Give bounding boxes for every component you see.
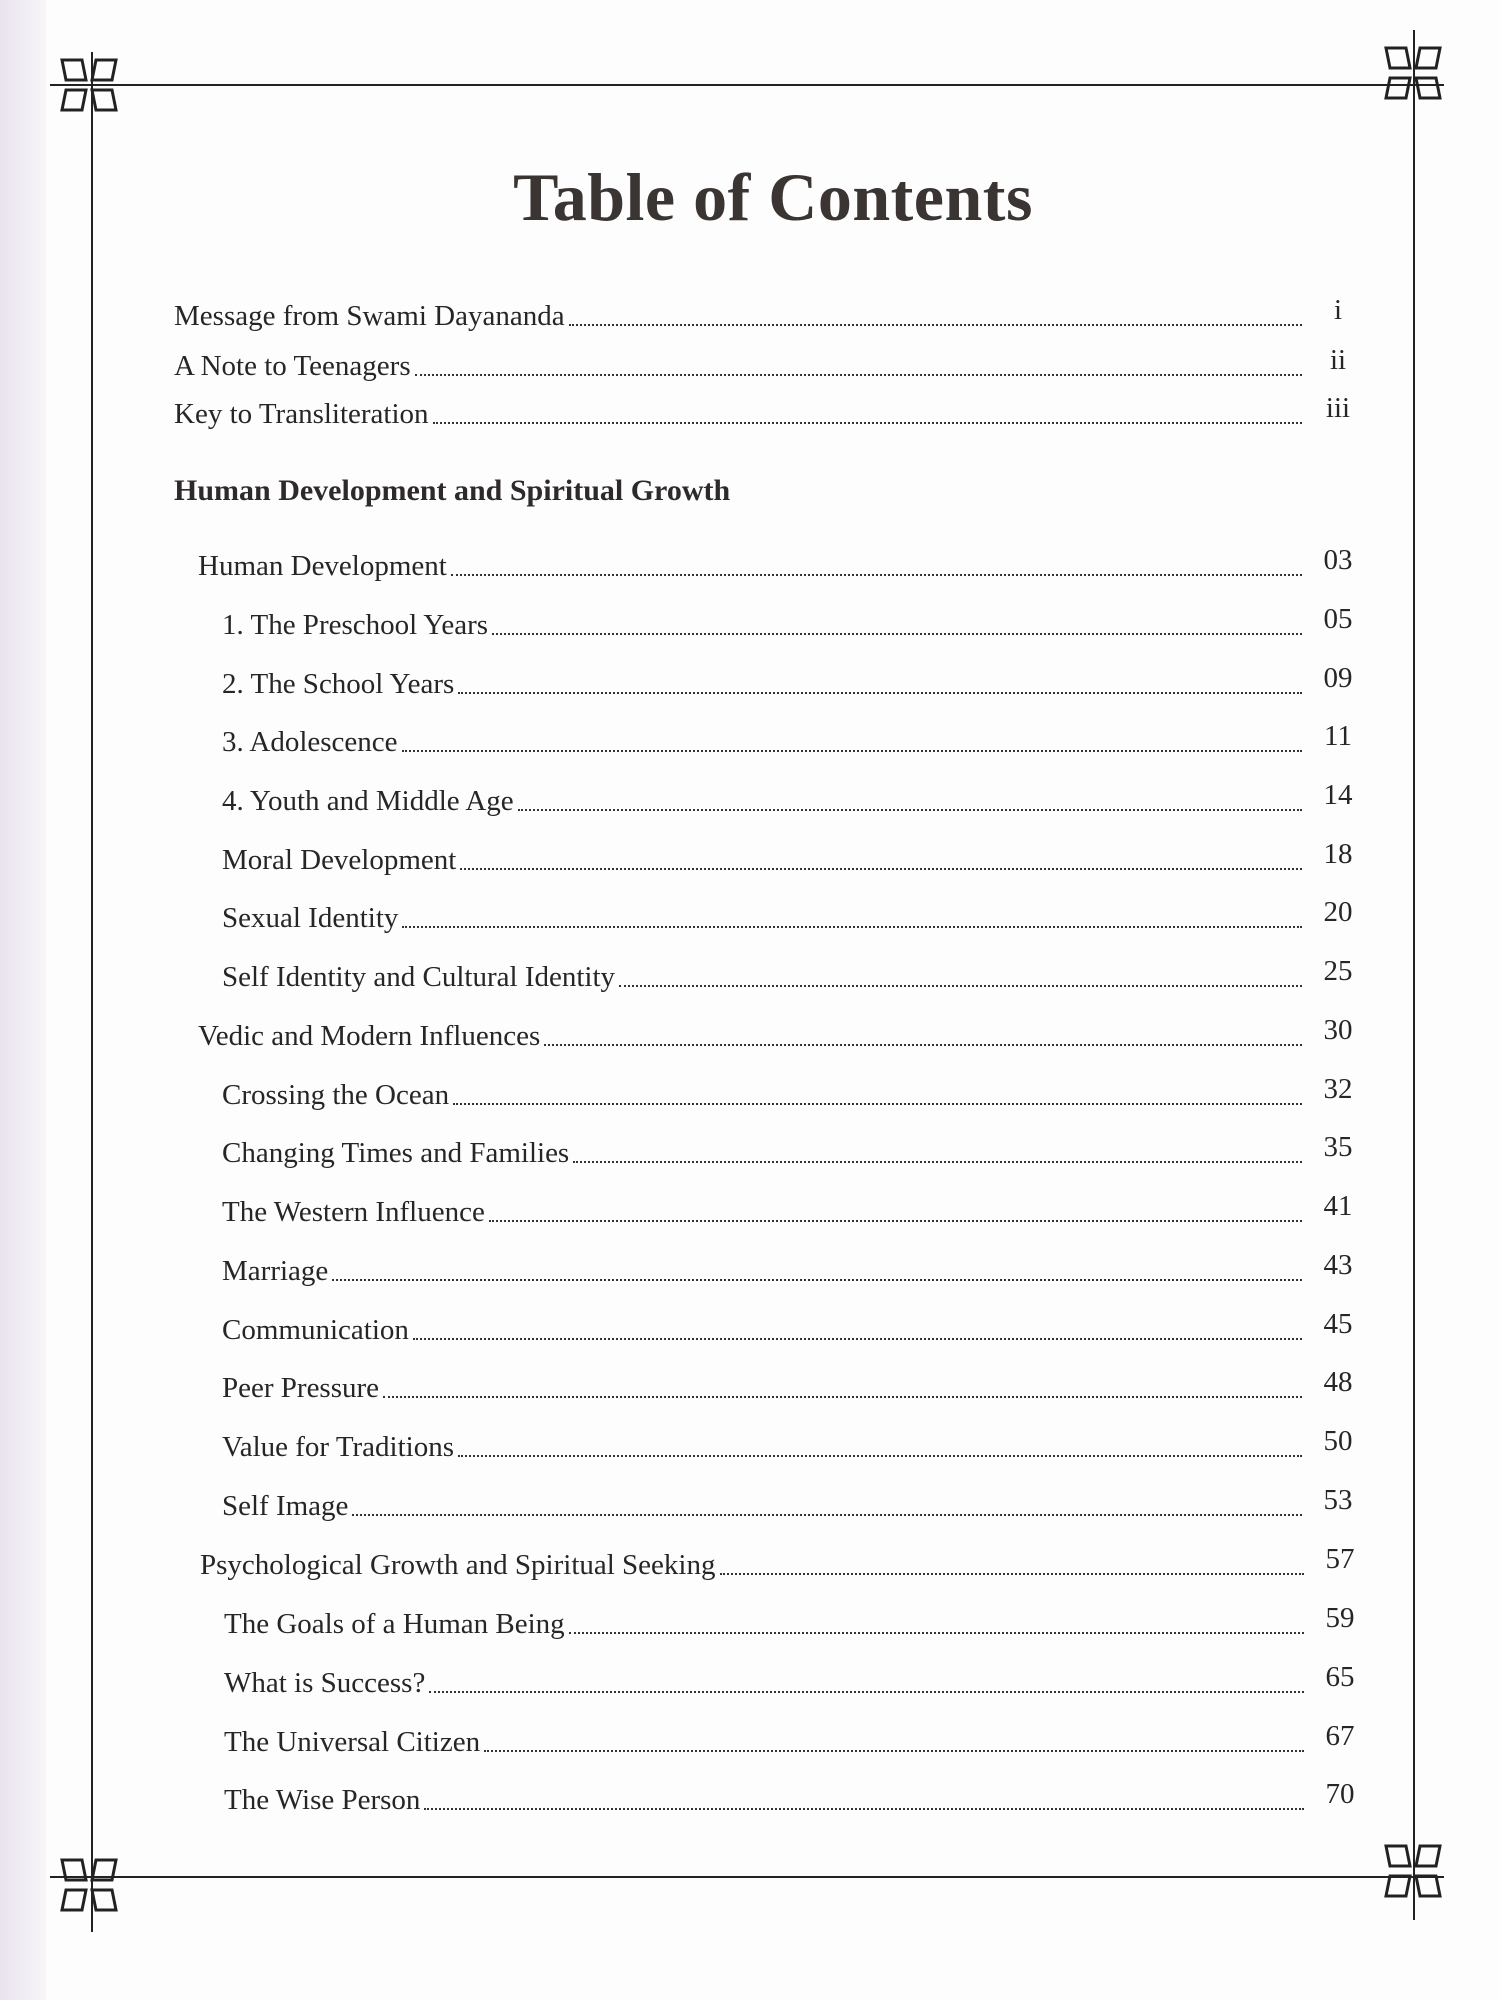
dot-leader bbox=[451, 574, 1302, 576]
border-bottom bbox=[50, 1876, 1444, 1878]
toc-entry[interactable] bbox=[224, 1661, 1355, 1703]
corner-ornament-icon bbox=[56, 52, 122, 118]
toc-entry[interactable] bbox=[222, 1308, 1353, 1350]
toc-entry-label: Marriage bbox=[222, 1255, 329, 1287]
toc-page-number: 11 bbox=[1324, 720, 1352, 752]
border-right bbox=[1413, 30, 1415, 1920]
toc-entry[interactable] bbox=[200, 1543, 1355, 1585]
toc-entry-label: Communication bbox=[222, 1314, 409, 1346]
toc-entry-label: Psychological Growth and Spiritual Seeking bbox=[200, 1549, 716, 1581]
dot-leader bbox=[424, 1808, 1304, 1810]
toc-page-number: 32 bbox=[1323, 1073, 1353, 1105]
toc-entry-label: A Note to Teenagers bbox=[174, 350, 411, 382]
toc-page-number: 14 bbox=[1323, 779, 1353, 811]
toc-entry-label: The Goals of a Human Being bbox=[224, 1608, 565, 1640]
dot-leader bbox=[720, 1573, 1305, 1575]
toc-entry-label: The Wise Person bbox=[224, 1784, 421, 1816]
toc-entry[interactable] bbox=[222, 779, 1353, 821]
toc-page-number: i bbox=[1333, 294, 1343, 326]
toc-entry[interactable] bbox=[224, 1602, 1355, 1644]
corner-ornament-icon bbox=[56, 1852, 122, 1918]
toc-entry[interactable] bbox=[198, 544, 1353, 586]
toc-entry[interactable] bbox=[222, 1190, 1353, 1232]
toc-entry-label: Message from Swami Dayananda bbox=[174, 300, 565, 332]
border-top bbox=[50, 84, 1444, 86]
toc-entry-label: 4. Youth and Middle Age bbox=[222, 785, 514, 817]
toc-page-number: 35 bbox=[1323, 1131, 1353, 1163]
toc-page-number: 45 bbox=[1323, 1308, 1353, 1340]
toc-page-number: 65 bbox=[1325, 1661, 1355, 1693]
dot-leader bbox=[573, 1161, 1302, 1163]
section-heading: Human Development and Spiritual Growth bbox=[174, 474, 731, 507]
toc-entry[interactable] bbox=[222, 838, 1353, 880]
toc-page-number: 57 bbox=[1325, 1543, 1355, 1575]
toc-entry-label: The Western Influence bbox=[222, 1196, 485, 1228]
toc-entry-label: Value for Traditions bbox=[222, 1431, 454, 1463]
toc-page-number: 67 bbox=[1325, 1720, 1355, 1752]
toc-page-number: 18 bbox=[1323, 838, 1353, 870]
toc-page-number: 48 bbox=[1323, 1366, 1353, 1398]
corner-ornament-icon bbox=[1380, 40, 1446, 106]
dot-leader bbox=[484, 1750, 1304, 1752]
toc-entry[interactable] bbox=[198, 1014, 1353, 1056]
toc-entry[interactable] bbox=[222, 955, 1353, 997]
toc-entry-label: Crossing the Ocean bbox=[222, 1079, 450, 1111]
dot-leader bbox=[453, 1103, 1302, 1105]
toc-entry[interactable] bbox=[224, 1778, 1355, 1820]
toc-page-number: 59 bbox=[1325, 1602, 1355, 1634]
toc-entry[interactable] bbox=[222, 1484, 1353, 1526]
toc-entry[interactable] bbox=[222, 1131, 1353, 1173]
dot-leader bbox=[352, 1514, 1302, 1516]
toc-page-number: 70 bbox=[1325, 1778, 1355, 1810]
toc-entry[interactable] bbox=[174, 344, 1347, 386]
scan-shadow bbox=[0, 0, 46, 2000]
dot-leader bbox=[569, 1632, 1304, 1634]
page-title: Table of Contents bbox=[513, 159, 1033, 235]
toc-entry-label: Self Identity and Cultural Identity bbox=[222, 961, 616, 993]
dot-leader bbox=[433, 422, 1302, 424]
toc-entry[interactable] bbox=[222, 896, 1353, 938]
dot-leader bbox=[492, 633, 1302, 635]
border-left bbox=[91, 52, 93, 1932]
document-page bbox=[46, 0, 1500, 2000]
toc-page-number: 41 bbox=[1323, 1190, 1353, 1222]
toc-entry-label: Moral Development bbox=[222, 844, 457, 876]
toc-entry[interactable] bbox=[222, 1425, 1353, 1467]
toc-entry-label: Self Image bbox=[222, 1490, 349, 1522]
dot-leader bbox=[458, 1455, 1302, 1457]
toc-entry-label: What is Success? bbox=[224, 1667, 426, 1699]
toc-page-number: 43 bbox=[1323, 1249, 1353, 1281]
toc-entry-label: Key to Transliteration bbox=[174, 398, 429, 430]
toc-entry[interactable] bbox=[222, 1366, 1353, 1408]
dot-leader bbox=[569, 324, 1302, 326]
toc-entry-label: Sexual Identity bbox=[222, 902, 399, 934]
dot-leader bbox=[460, 868, 1302, 870]
toc-entry[interactable] bbox=[222, 603, 1353, 645]
toc-entry[interactable] bbox=[222, 720, 1352, 762]
toc-page-number: 09 bbox=[1323, 662, 1353, 694]
dot-leader bbox=[429, 1691, 1304, 1693]
dot-leader bbox=[332, 1279, 1302, 1281]
dot-leader bbox=[619, 985, 1302, 987]
dot-leader bbox=[413, 1338, 1302, 1340]
dot-leader bbox=[383, 1396, 1302, 1398]
dot-leader bbox=[458, 692, 1302, 694]
dot-leader bbox=[544, 1044, 1302, 1046]
toc-entry[interactable] bbox=[222, 1073, 1353, 1115]
toc-entry-label: 1. The Preschool Years bbox=[222, 609, 489, 641]
dot-leader bbox=[402, 926, 1302, 928]
dot-leader bbox=[518, 809, 1302, 811]
corner-ornament-icon bbox=[1380, 1838, 1446, 1904]
toc-entry-label: The Universal Citizen bbox=[224, 1726, 481, 1758]
dot-leader bbox=[489, 1220, 1302, 1222]
toc-page-number: iii bbox=[1325, 392, 1351, 424]
toc-page-number: 25 bbox=[1323, 955, 1353, 987]
toc-entry[interactable] bbox=[174, 294, 1343, 336]
toc-entry-label: Human Development bbox=[198, 550, 447, 582]
toc-entry-label: 3. Adolescence bbox=[222, 726, 398, 758]
toc-entry-label: 2. The School Years bbox=[222, 668, 455, 700]
toc-entry[interactable] bbox=[222, 1249, 1353, 1291]
toc-entry-label: Vedic and Modern Influences bbox=[198, 1020, 541, 1052]
toc-page-number: 50 bbox=[1323, 1425, 1353, 1457]
toc-page-number: 30 bbox=[1323, 1014, 1353, 1046]
toc-entry[interactable] bbox=[174, 392, 1351, 434]
dot-leader bbox=[402, 750, 1302, 752]
toc-page-number: 53 bbox=[1323, 1484, 1353, 1516]
toc-entry-label: Changing Times and Families bbox=[222, 1137, 570, 1169]
toc-entry-label: Peer Pressure bbox=[222, 1372, 380, 1404]
toc-page-number: 20 bbox=[1323, 896, 1353, 928]
toc-page-number: 03 bbox=[1323, 544, 1353, 576]
toc-entry[interactable] bbox=[222, 662, 1353, 704]
toc-entry[interactable] bbox=[224, 1720, 1355, 1762]
toc-page-number: 05 bbox=[1323, 603, 1353, 635]
dot-leader bbox=[415, 374, 1302, 376]
toc-page-number: ii bbox=[1329, 344, 1347, 376]
